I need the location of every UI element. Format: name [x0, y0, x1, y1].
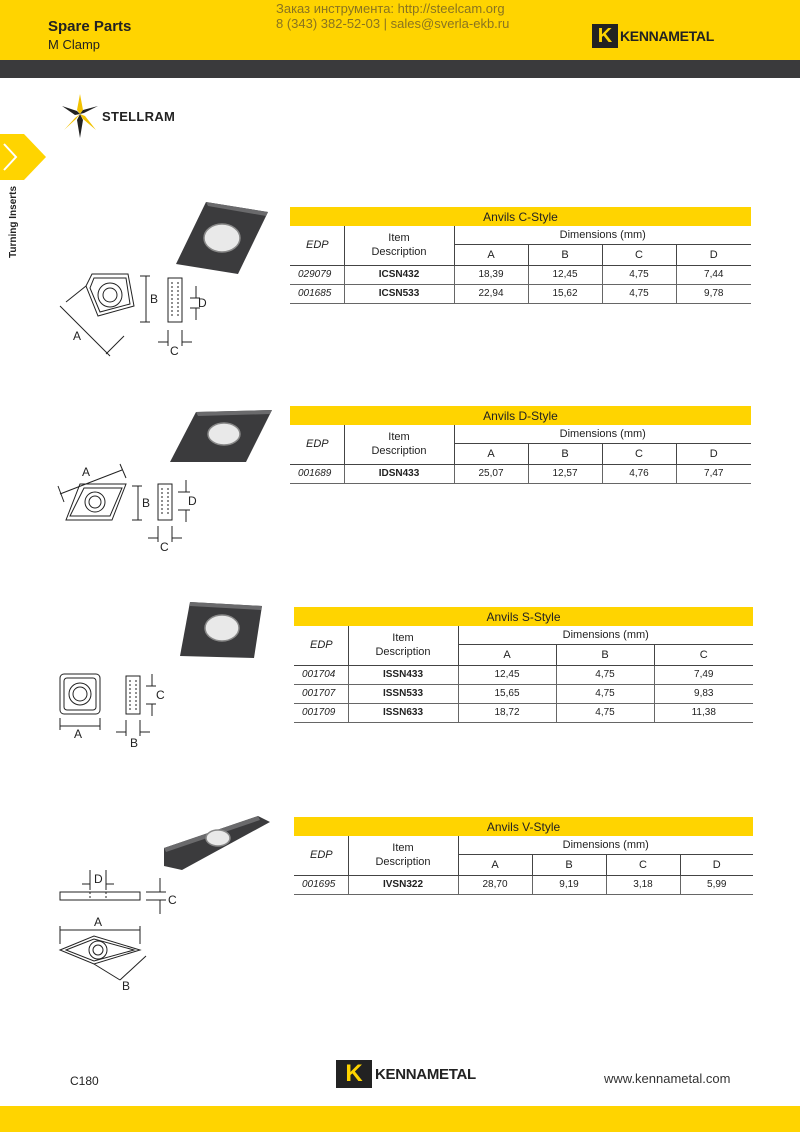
col-header-item-description: Item Description	[344, 425, 454, 464]
kennametal-logo	[592, 24, 714, 48]
contact-line-2: 8 (343) 382-52-03 | sales@sverla-ekb.ru	[276, 16, 510, 31]
page-header	[0, 0, 800, 60]
table-row: 001689 IDSN433 25,07 12,57 4,76 7,47	[290, 464, 751, 483]
col-header-a: A	[454, 244, 528, 265]
col-header-dimensions: Dimensions (mm)	[454, 226, 751, 244]
col-header-c: C	[606, 854, 680, 875]
table-row: 029079 ICSN432 18,39 12,45 4,75 7,44	[290, 265, 751, 284]
col-header-item-description: Item Description	[344, 226, 454, 265]
kennametal-logo-text: KENNAMETAL	[375, 1065, 476, 1083]
table-row: 001685 ICSN533 22,94 15,62 4,75 9,78	[290, 284, 751, 303]
kennametal-k-icon: K	[336, 1060, 372, 1088]
table-row: 001704 ISSN433 12,45 4,75 7,49	[294, 665, 753, 684]
table-title: Anvils S-Style	[294, 607, 753, 626]
col-header-edp: EDP	[290, 425, 344, 464]
col-header-edp: EDP	[294, 626, 348, 665]
dim-label-a: A	[73, 329, 82, 343]
col-header-c: C	[654, 644, 753, 665]
dim-label-b: B	[130, 736, 139, 750]
col-header-edp: EDP	[290, 226, 344, 265]
col-header-b: B	[528, 443, 602, 464]
anvil-s-style-photo	[176, 598, 266, 662]
col-header-c: C	[602, 244, 676, 265]
col-header-a: A	[458, 644, 556, 665]
col-header-dimensions: Dimensions (mm)	[458, 626, 753, 644]
section-tab-arrow-icon	[0, 134, 46, 180]
anvil-v-style-drawing	[50, 864, 200, 994]
col-header-dimensions: Dimensions (mm)	[454, 425, 751, 443]
kennametal-k-icon: K	[592, 24, 618, 48]
dim-label-b: B	[122, 979, 131, 993]
header-dark-bar	[0, 60, 800, 78]
table-title: Anvils C-Style	[290, 207, 751, 226]
col-header-item-description: Item Description	[348, 626, 458, 665]
anvil-c-style-photo	[172, 198, 272, 278]
anvil-c-style-drawing	[50, 268, 220, 360]
stellram-logo-text: STELLRAM	[102, 108, 176, 124]
dim-label-d: D	[198, 296, 207, 310]
website-link[interactable]: www.kennametal.com	[604, 1071, 731, 1086]
table-anvils-s-style	[294, 607, 753, 723]
col-header-a: A	[454, 443, 528, 464]
col-header-d: D	[676, 443, 751, 464]
col-header-a: A	[458, 854, 532, 875]
kennametal-logo-text: KENNAMETAL	[620, 28, 714, 44]
col-header-d: D	[676, 244, 751, 265]
stellram-star-icon	[60, 92, 100, 140]
col-header-item-description: Item Description	[348, 836, 458, 875]
page-number: C180	[70, 1074, 99, 1088]
dim-label-c: C	[170, 344, 179, 358]
table-anvils-v-style	[294, 817, 753, 895]
table-title: Anvils D-Style	[290, 406, 751, 425]
table-anvils-d-style	[290, 406, 751, 484]
dim-label-a: A	[82, 465, 91, 479]
table-row: 001695 IVSN322 28,70 9,19 3,18 5,99	[294, 875, 753, 894]
dim-label-d: D	[94, 872, 103, 886]
section-title: Spare Parts	[48, 18, 132, 35]
table-anvils-c-style	[290, 207, 751, 304]
footer-bar	[0, 1106, 800, 1132]
dim-label-a: A	[74, 727, 83, 741]
side-category-label: Turning Inserts	[8, 185, 19, 258]
dim-label-b: B	[150, 292, 159, 306]
dim-label-c: C	[160, 540, 169, 554]
col-header-d: D	[680, 854, 753, 875]
stellram-logo	[60, 92, 175, 140]
anvil-s-style-drawing	[50, 666, 190, 754]
col-header-b: B	[556, 644, 654, 665]
kennametal-logo-footer	[336, 1060, 476, 1088]
dim-label-b: B	[142, 496, 151, 510]
contact-line-1: Заказ инструмента: http://steelcam.org	[276, 1, 505, 16]
col-header-b: B	[528, 244, 602, 265]
dim-label-c: C	[156, 688, 165, 702]
dim-label-c: C	[168, 893, 177, 907]
anvil-d-style-photo	[166, 406, 276, 466]
dim-label-a: A	[94, 915, 103, 929]
col-header-edp: EDP	[294, 836, 348, 875]
table-row: 001709 ISSN633 18,72 4,75 11,38	[294, 703, 753, 722]
table-row: 001707 ISSN533 15,65 4,75 9,83	[294, 684, 753, 703]
table-title: Anvils V-Style	[294, 817, 753, 836]
anvil-d-style-drawing	[50, 462, 210, 554]
col-header-b: B	[532, 854, 606, 875]
dim-label-d: D	[188, 494, 197, 508]
section-subtitle: M Clamp	[48, 37, 101, 52]
col-header-dimensions: Dimensions (mm)	[458, 836, 753, 854]
col-header-c: C	[602, 443, 676, 464]
contact-info	[276, 1, 509, 31]
anvil-v-style-photo	[160, 812, 274, 872]
